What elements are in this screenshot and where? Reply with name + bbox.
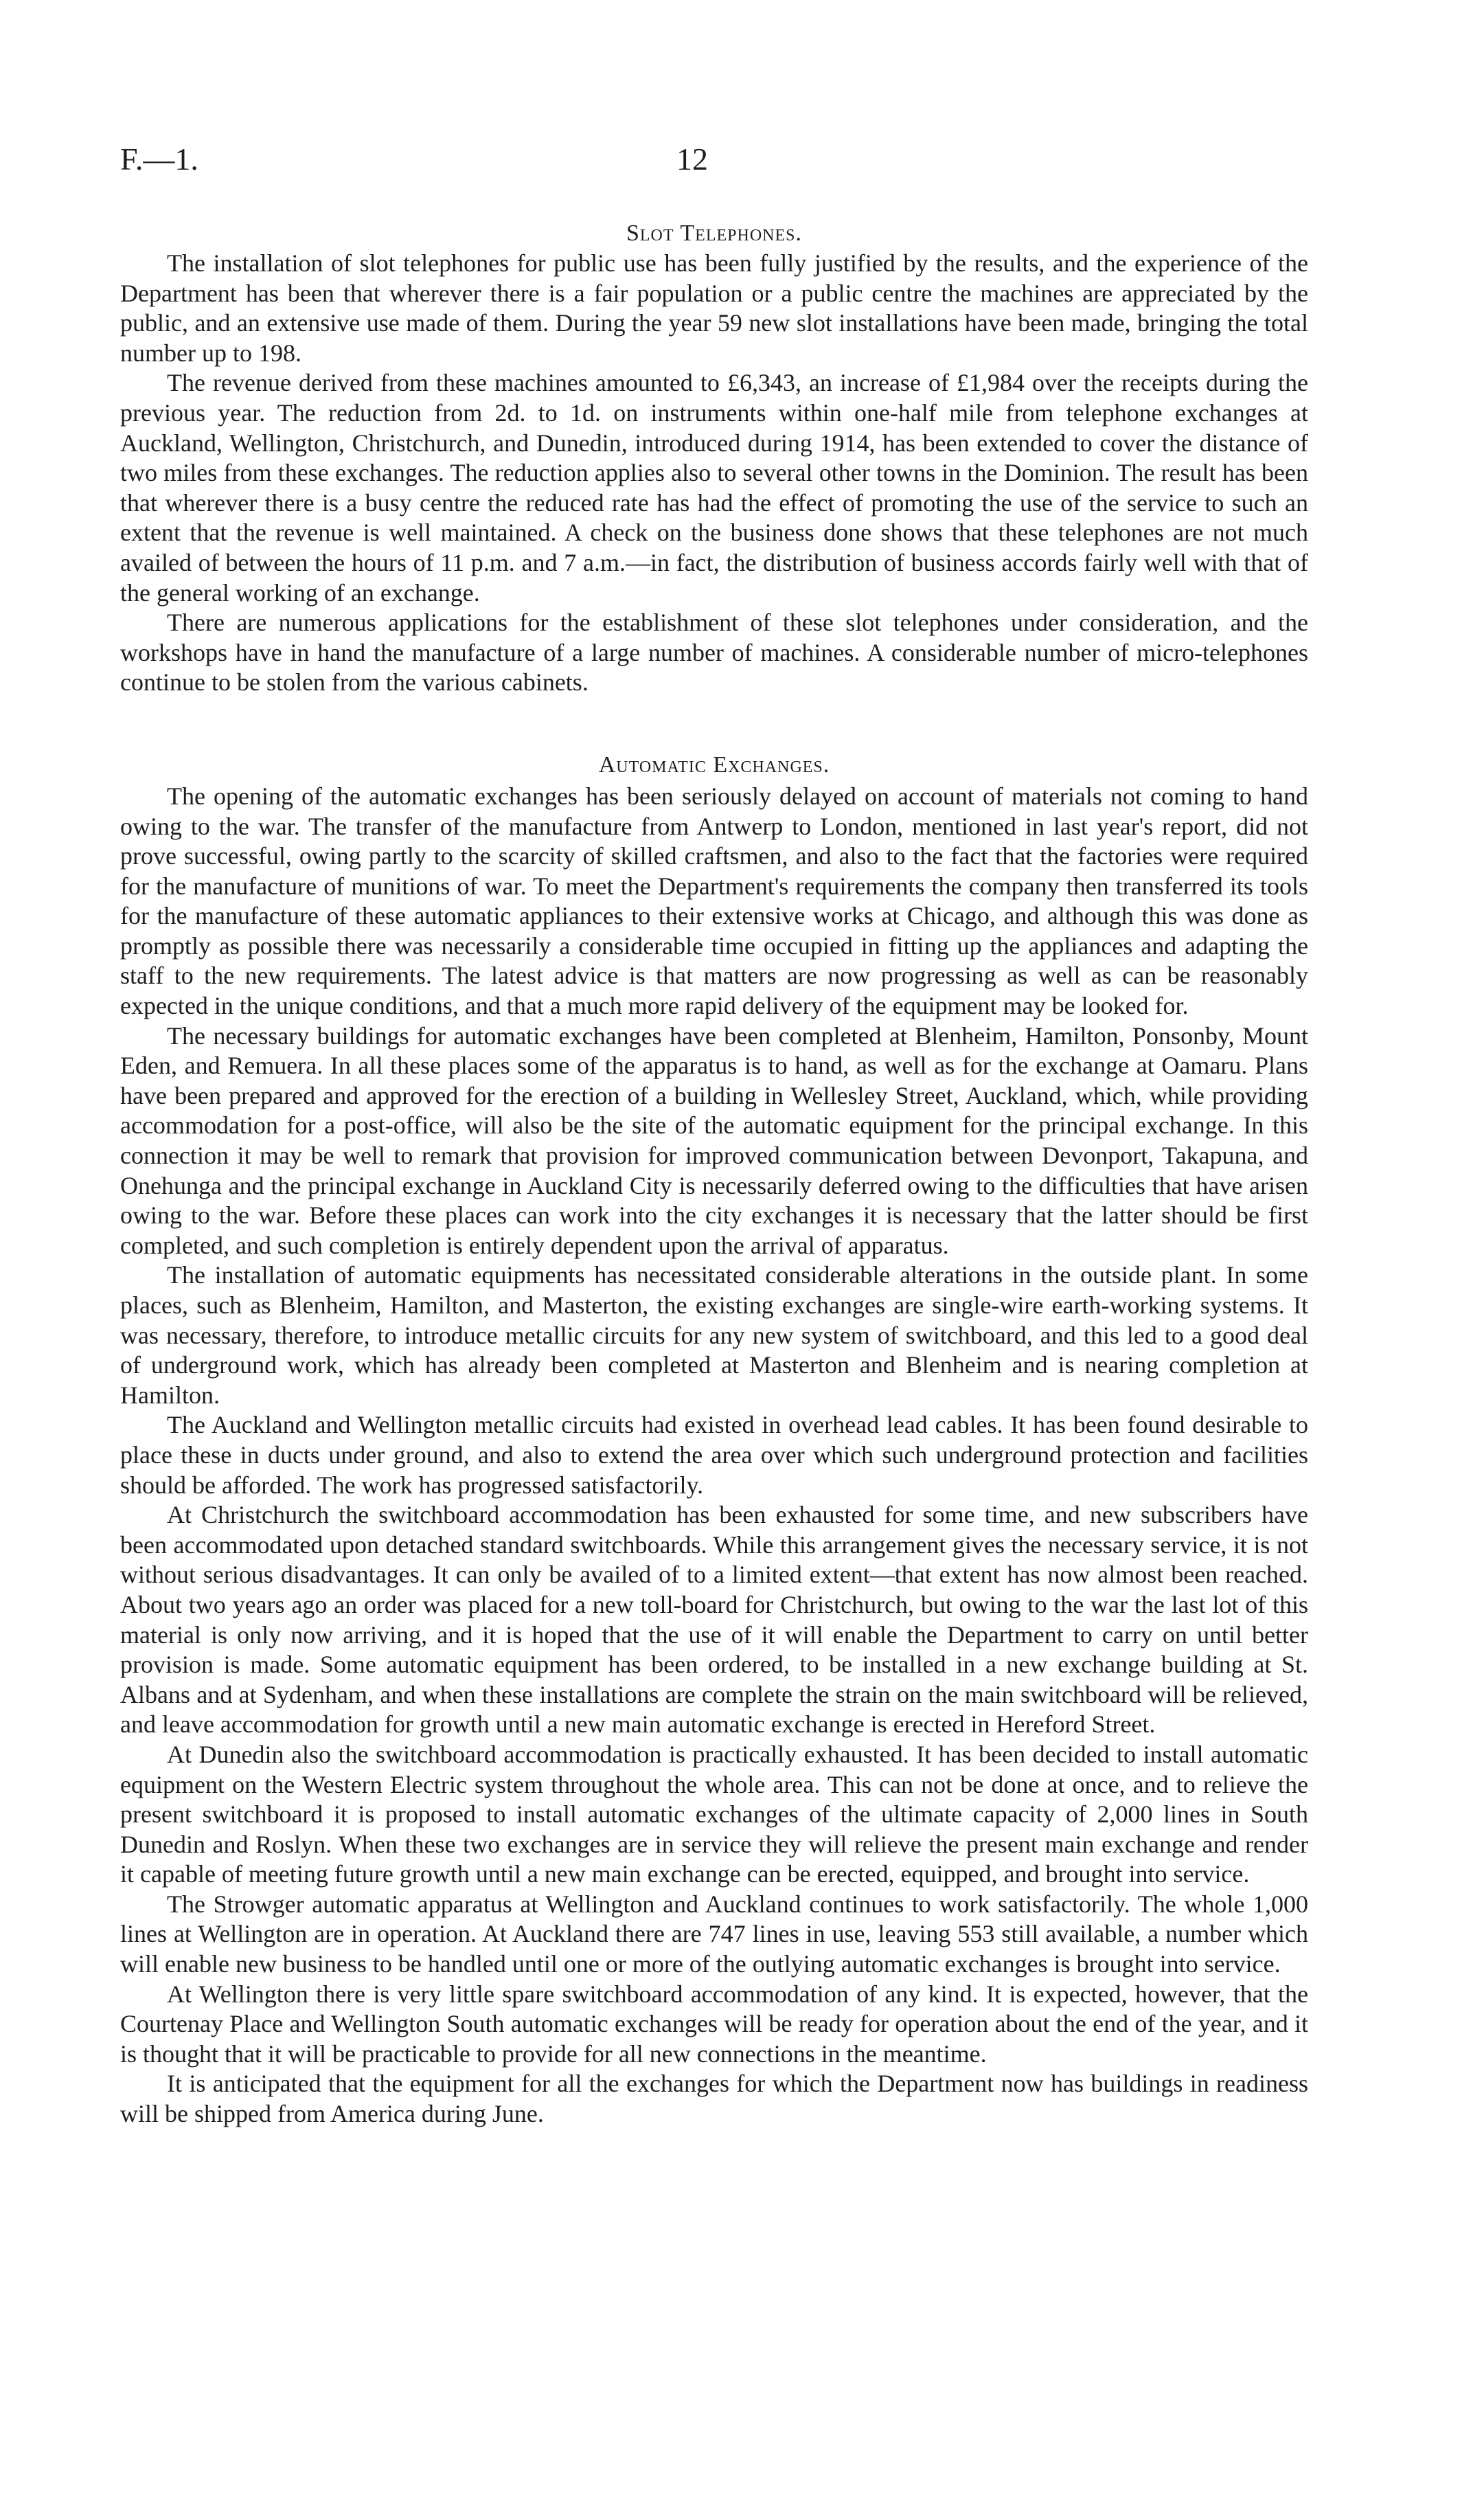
section-automatic-exchanges (120, 750, 1308, 2129)
page-body (120, 218, 1308, 2129)
paragraph: The Auckland and Wellington metallic circuits had existed in overhead lead cables. It has been found desirable to place these in ducts under ground, and also to extend the area over which such underground protection and facilities should be afforded. The work has progressed satisfactorily. (120, 1411, 1308, 1499)
page-header (120, 141, 1308, 189)
paragraph: The Strowger automatic apparatus at Wellington and Auckland continues to work satisfactorily. The whole 1,000 lines at Wellington are in operation. At Auckland there are 747 lines in use, leaving 553 still available, a number which will enable new business to be handled until one or more of the outlying automatic exchanges is brought into service. (120, 1890, 1308, 1978)
paragraph: The revenue derived from these machines amounted to £6,343, an increase of £1,984 over the receipts during the previous year. The reduction from 2d. to 1d. on instruments within one-half mile from telephone exchanges at Auckland, Wellington, Christchurch, and Dunedin, introduced during 1914, has been extended to cover the distance of two miles from these exchanges. The reduction applies also to several other towns in the Dominion. The result has been that wherever there is a busy centre the reduced rate has had the effect of promoting the use of the service to such an extent that the revenue is well maintained. A check on the business done shows that these telephones are not much availed of between the hours of 11 p.m. and 7 a.m.—in fact, the distribution of business accords fairly well with that of the general working of an exchange. (120, 369, 1308, 607)
paragraph: The opening of the automatic exchanges has been seriously delayed on account of materials not coming to hand owing to the war. The transfer of the manufacture from Antwerp to London, mentioned in last year's report, did not prove successful, owing partly to the scarcity of skilled craftsmen, and also to the fact that the factories were required for the manufacture of munitions of war. To meet the Department's requirements the company then transferred its tools for the manufacture of these automatic appliances to their extensive works at Chicago, and although this was done as promptly as possible there was necessarily a considerable time occupied in fitting up the appliances and adapting the staff to the new requirements. The latest advice is that matters are now progressing as well as can be reasonably expected in the unique conditions, and that a much more rapid delivery of the equipment may be looked for. (120, 782, 1308, 1020)
section-heading: Automatic Exchanges. (598, 751, 830, 778)
document-code: F.—1. (120, 142, 198, 177)
page-number: 12 (676, 142, 708, 177)
paragraph: At Dunedin also the switchboard accommodation is practically exhausted. It has been decided to install automatic equipment on the Western Electric system throughout the whole area. This can not be done at once, and to relieve the present switchboard it is proposed to install automatic exchanges of the ultimate capacity of 2,000 lines in South Dunedin and Roslyn. When these two exchanges are in service they will relieve the present main exchange and render it capable of meeting future growth until a new main exchange can be erected, equipped, and brought into service. (120, 1740, 1308, 1888)
section-heading: Slot Telephones. (626, 220, 803, 246)
paragraph: At Wellington there is very little spare switchboard accommodation of any kind. It is expected, however, that the Courtenay Place and Wellington South automatic exchanges will be ready for operation about the end of the year, and it is thought that it will be practicable to provide for all new connections in the meantime. (120, 1980, 1308, 2068)
paragraph: At Christchurch the switchboard accommodation has been exhausted for some time, and new subscribers have been accommodated upon detached standard switchboards. While this arrangement gives the necessary service, it is not without serious disadvantages. It can only be availed of to a limited extent—that extent has now almost been reached. About two years ago an order was placed for a new toll-board for Christchurch, but owing to the war the last lot of this material is only now arriving, and it is hoped that the use of it will enable the Department to carry on until better provision is made. Some automatic equipment has been ordered, to be installed in a new exchange building at St. Albans and at Sydenham, and when these installations are complete the strain on the main switchboard will be relieved, and leave accommodation for growth until a new main automatic exchange is erected in Hereford Street. (120, 1501, 1308, 1739)
paragraph: The installation of slot telephones for public use has been fully justified by the results, and the experience of the Department has been that wherever there is a fair population or a public centre the machines are appreciated by the public, and an extensive use made of them. During the year 59 new slot installations have been made, bringing the total number up to 198. (120, 249, 1308, 367)
section-slot-telephones (120, 218, 1308, 698)
paragraph: There are numerous applications for the establishment of these slot telephones under consideration, and the workshops have in hand the manufacture of a large number of machines. A considerable number of micro-telephones continue to be stolen from the various cabinets. (120, 609, 1308, 697)
paragraph: It is anticipated that the equipment for all the exchanges for which the Department now has buildings in readiness will be shipped from America during June. (120, 2070, 1308, 2128)
paragraph: The installation of automatic equipments has necessitated considerable alterations in the outside plant. In some places, such as Blenheim, Hamilton, and Masterton, the existing exchanges are single-wire earth-working systems. It was necessary, therefore, to introduce metallic circuits for any new system of switchboard, and this led to a good deal of underground work, which has already been completed at Masterton and Blenheim and is nearing completion at Hamilton. (120, 1261, 1308, 1409)
paragraph: The necessary buildings for automatic exchanges have been completed at Blenheim, Hamilton, Ponsonby, Mount Eden, and Remuera. In all these places some of the apparatus is to hand, as well as for the exchange at Oamaru. Plans have been prepared and approved for the erection of a building in Wellesley Street, Auckland, which, while providing accommodation for a post-office, will also be the site of the automatic equipment for the principal exchange. In this connection it may be well to remark that provision for improved communication between Devonport, Takapuna, and Onehunga and the principal exchange in Auckland City is necessarily deferred owing to the difficulties that have arisen owing to the war. Before these places can work into the city exchanges it is necessary that the latter should be first completed, and such completion is entirely dependent upon the arrival of apparatus. (120, 1021, 1308, 1259)
